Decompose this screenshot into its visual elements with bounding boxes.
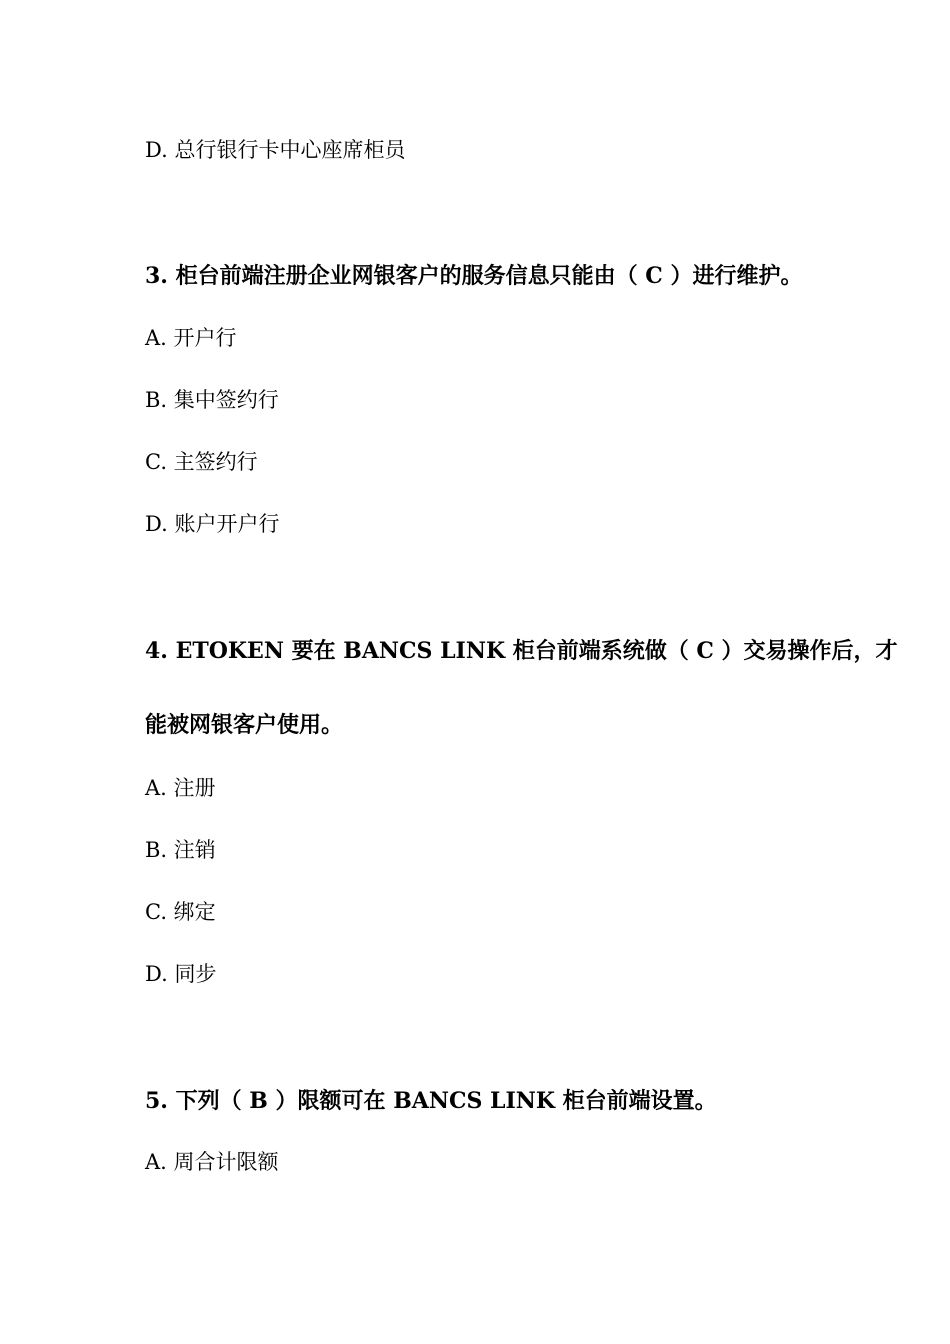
q3-option-d: D. 账户开户行	[145, 512, 280, 536]
q3-option-b: B. 集中签约行	[145, 388, 279, 412]
q3-option-c: C. 主签约行	[145, 450, 258, 474]
q4-option-b: B. 注销	[145, 838, 216, 862]
question-5-text: 5. 下列（ B ）限额可在 BANCS LINK 柜台前端设置。	[145, 1088, 717, 1114]
q4-option-a: A. 注册	[145, 776, 216, 800]
q4-option-d: D. 同步	[145, 962, 217, 986]
question-4-text-continued: 能被网银客户使用。	[145, 712, 344, 738]
q2-option-d: D. 总行银行卡中心座席柜员	[145, 138, 406, 162]
question-3-text: 3. 柜台前端注册企业网银客户的服务信息只能由（ C ）进行维护。	[145, 263, 803, 289]
q5-option-a: A. 周合计限额	[145, 1150, 279, 1174]
q3-option-a: A. 开户行	[145, 326, 237, 350]
question-4-text: 4. ETOKEN 要在 BANCS LINK 柜台前端系统做（ C ）交易操作后，才	[145, 638, 898, 664]
q4-option-c: C. 绑定	[145, 900, 216, 924]
